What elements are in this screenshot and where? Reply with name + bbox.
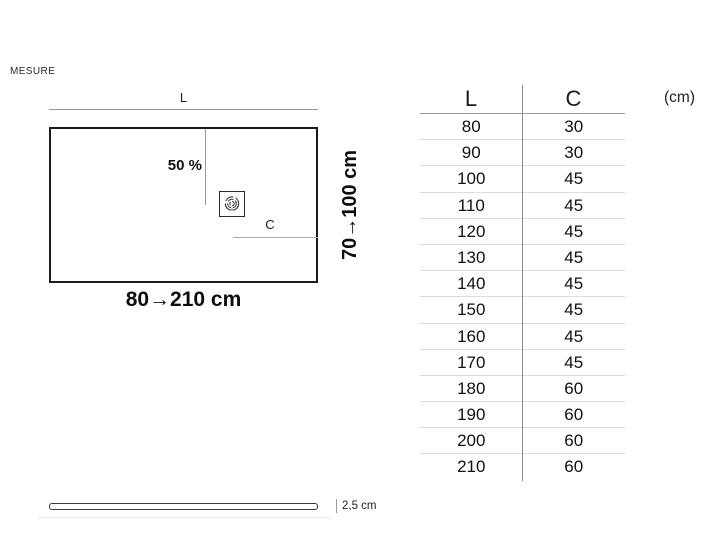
cell-drain: 45 — [564, 221, 584, 241]
cell-length: 210 — [457, 457, 486, 477]
shower-tray-outline — [49, 127, 318, 283]
cell-drain: 30 — [564, 117, 584, 136]
drain-dimension-letter: C — [265, 217, 275, 232]
cell-length: 180 — [457, 378, 486, 398]
cell-drain: 60 — [564, 405, 584, 425]
cell-drain: 45 — [564, 326, 584, 346]
cell-length: 130 — [457, 247, 486, 267]
cell-length: 140 — [457, 274, 486, 294]
cell-length: 80 — [461, 117, 481, 136]
header-length: L — [464, 86, 478, 111]
slope-percentage-label: 50 % — [167, 157, 202, 174]
cell-length: 200 — [457, 431, 486, 451]
section-label: MESURE — [10, 66, 56, 77]
depth-range-label: 70→100 cm — [339, 149, 361, 261]
cell-length: 190 — [457, 405, 486, 425]
thickness-label: 2,5 cm — [336, 499, 377, 513]
cell-drain: 30 — [564, 143, 584, 163]
table-column-divider — [522, 85, 523, 481]
cell-drain: 45 — [564, 274, 584, 294]
drain-dimension-line — [233, 237, 318, 238]
header-drain: C — [565, 86, 582, 111]
cell-length: 100 — [457, 169, 486, 189]
tray-side-profile — [49, 503, 318, 510]
cell-drain: 45 — [564, 169, 584, 189]
table-unit-label: (cm) — [664, 89, 695, 106]
cell-length: 120 — [457, 221, 486, 241]
cell-drain: 45 — [564, 300, 584, 320]
cell-length: 170 — [457, 352, 486, 372]
drain-icon — [219, 191, 245, 217]
width-range-label: 80→210 cm — [125, 288, 242, 311]
cell-drain: 60 — [564, 457, 584, 477]
cell-drain: 45 — [564, 247, 584, 267]
slope-divider-line — [205, 129, 206, 205]
length-dimension-line — [49, 109, 318, 110]
cell-drain: 45 — [564, 352, 584, 372]
profile-shadow-line — [38, 517, 331, 518]
cell-length: 160 — [457, 326, 486, 346]
cell-drain: 60 — [564, 378, 584, 398]
cell-length: 90 — [461, 143, 481, 163]
cell-length: 110 — [457, 195, 485, 215]
cell-length: 150 — [457, 300, 486, 320]
cell-drain: 45 — [564, 195, 584, 215]
cell-drain: 60 — [564, 431, 584, 451]
length-dimension-letter: L — [179, 90, 188, 105]
